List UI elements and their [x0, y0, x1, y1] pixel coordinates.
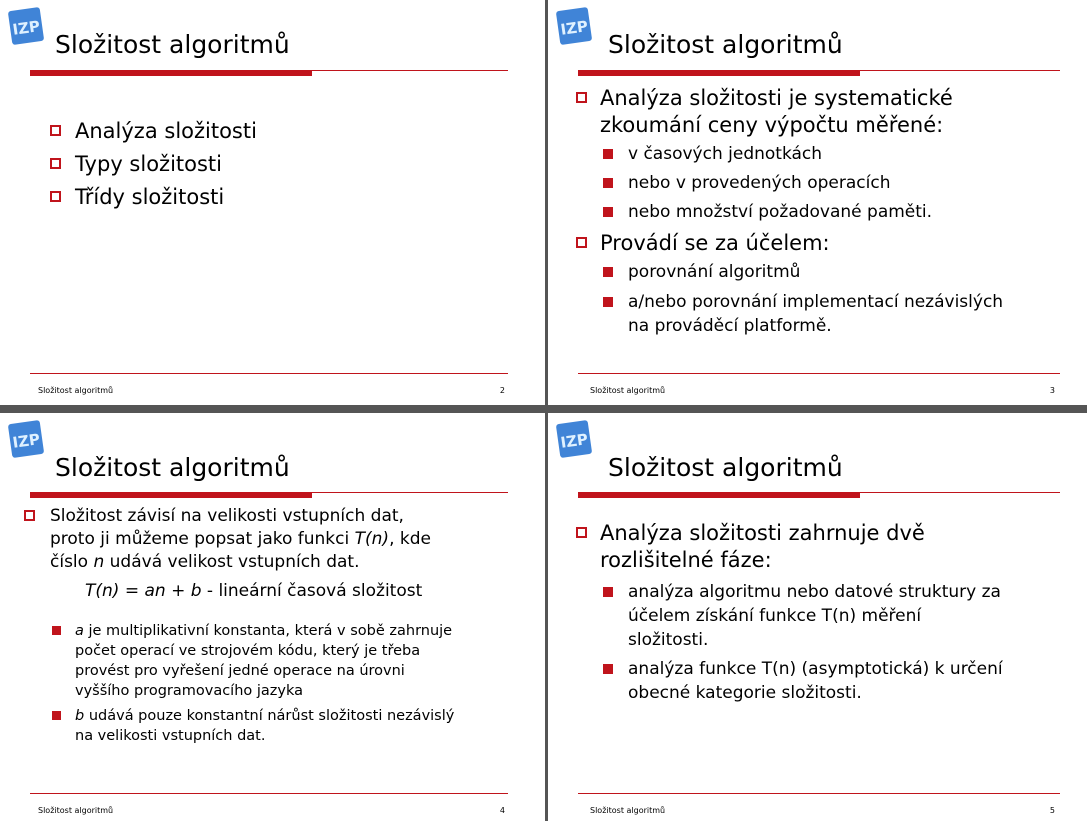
page-number: 3 [1049, 386, 1055, 395]
title-bar [30, 70, 312, 76]
page-number: 4 [499, 806, 505, 815]
sub-bullet-text: porovnání algoritmů [628, 262, 801, 282]
italic-text: n [93, 552, 105, 572]
sub-bullet-text: účelem získání funkce T(n) měření [628, 606, 922, 626]
sub-bullet-text: počet operací ve strojovém kódu, který je třeba [75, 643, 421, 659]
sub-bullet [603, 297, 613, 307]
bullet-box [24, 510, 35, 521]
text-run: číslo [50, 552, 94, 572]
sub-bullet [52, 711, 61, 720]
bullet-text [50, 527, 431, 551]
sub-bullet-text: a/nebo porovnání implementací nezávislých [628, 292, 1004, 312]
sub-bullet [603, 178, 613, 188]
slide-5 [548, 413, 1087, 821]
footer-text: Složitost algoritmů [38, 386, 114, 395]
formula-description: - lineární časová složitost [201, 581, 423, 601]
bullet-box [50, 158, 61, 169]
text-run: proto ji můžeme popsat jako funkci [50, 529, 355, 549]
footer-rule [578, 793, 1060, 794]
sub-bullet-text: v časových jednotkách [628, 144, 823, 164]
sub-bullet-text: vyššího programovacího jazyka [75, 683, 304, 699]
slide-title: Složitost algoritmů [608, 453, 843, 482]
sub-bullet-text: analýza funkce T(n) (asymptotická) k určení [628, 659, 1003, 679]
bullet-text: rozlišitelné fáze: [600, 548, 772, 572]
svg-text:IZP: IZP [559, 430, 590, 452]
sub-bullet-text: na velikosti vstupních dat. [75, 728, 266, 744]
svg-text:IZP: IZP [11, 430, 42, 452]
bullet-text: Analýza složitosti [75, 119, 257, 143]
italic-text: a [75, 623, 84, 639]
izp-logo-icon [6, 6, 46, 46]
italic-text: b [75, 708, 85, 724]
sub-bullet [603, 267, 613, 277]
horizontal-divider [0, 405, 1087, 413]
footer-text: Složitost algoritmů [38, 806, 114, 815]
svg-text:IZP: IZP [559, 17, 590, 39]
bullet-text: zkoumání ceny výpočtu měřené: [600, 113, 944, 137]
sub-bullet-text: na prováděcí platformě. [628, 316, 832, 336]
page-number: 5 [1049, 806, 1055, 815]
bullet-text: Analýza složitosti je systematické [600, 86, 953, 110]
sub-bullet [603, 149, 613, 159]
italic-text: T(n) [354, 529, 390, 549]
bullet-text: Složitost závisí na velikosti vstupních dat, [50, 506, 404, 526]
bullet-text [50, 550, 360, 574]
sub-bullet-text: složitosti. [628, 630, 709, 650]
slide-3 [548, 0, 1087, 405]
svg-text:IZP: IZP [11, 17, 42, 39]
footer-text: Složitost algoritmů [590, 806, 666, 815]
sub-bullet-text: nebo v provedených operacích [628, 173, 891, 193]
sub-bullet-text: provést pro vyřešení jedné operace na úrovni [75, 663, 405, 679]
text-run: udává velikost vstupních dat. [104, 552, 360, 572]
title-bar [578, 70, 860, 76]
footer-rule [30, 793, 508, 794]
bullet-box [50, 191, 61, 202]
footer-rule [30, 373, 508, 374]
sub-bullet-text: analýza algoritmu nebo datové struktury za [628, 582, 1001, 602]
bullet-box [50, 125, 61, 136]
bullet-text: Třídy složitosti [75, 185, 225, 209]
sub-bullet-text: nebo množství požadované paměti. [628, 202, 933, 222]
footer-rule [578, 373, 1060, 374]
slide-title: Složitost algoritmů [55, 30, 290, 59]
sub-bullet-text [75, 707, 454, 726]
formula-line [85, 579, 422, 603]
bullet-text: Typy složitosti [75, 152, 222, 176]
bullet-text: Provádí se za účelem: [600, 231, 830, 255]
bullet-box [576, 527, 587, 538]
bullet-box [576, 92, 587, 103]
sub-bullet [603, 664, 613, 674]
slide-title: Složitost algoritmů [55, 453, 290, 482]
title-bar [30, 492, 312, 498]
sub-bullet-text: obecné kategorie složitosti. [628, 683, 862, 703]
sub-bullet [603, 587, 613, 597]
sub-bullet [52, 626, 61, 635]
izp-logo-icon [6, 419, 46, 459]
bullet-text: Analýza složitosti zahrnuje dvě [600, 521, 925, 545]
slide-2 [0, 0, 545, 405]
slide-4 [0, 413, 545, 821]
bullet-box [576, 237, 587, 248]
text-run: udává pouze konstantní nárůst složitosti nezávislý [84, 708, 455, 724]
footer-text: Složitost algoritmů [590, 386, 666, 395]
izp-logo-icon [554, 419, 594, 459]
slide-title: Složitost algoritmů [608, 30, 843, 59]
text-run: , kde [389, 529, 431, 549]
izp-logo-icon [554, 6, 594, 46]
sub-bullet-text [75, 622, 452, 641]
title-bar [578, 492, 860, 498]
text-run: je multiplikativní konstanta, která v sobě zahrnuje [83, 623, 453, 639]
formula: T(n) = an + b [85, 581, 202, 601]
sub-bullet [603, 207, 613, 217]
page-number: 2 [499, 386, 505, 395]
